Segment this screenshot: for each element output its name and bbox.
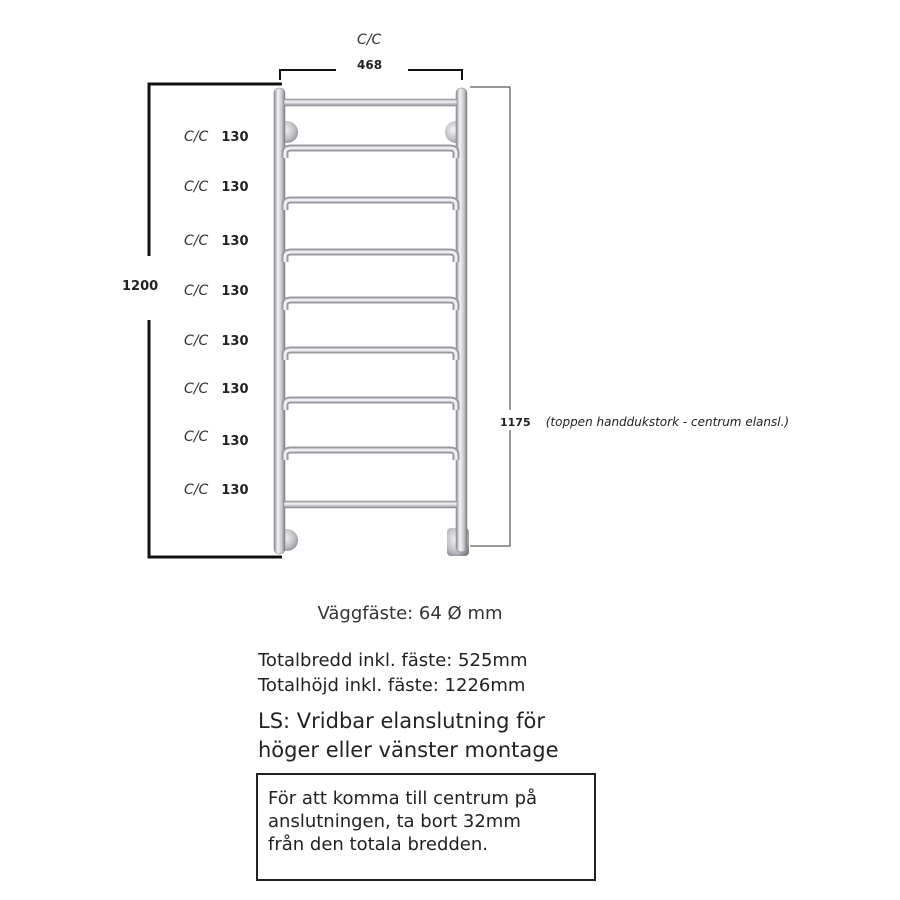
wall-mount-spec: Väggfäste: 64 Ø mm xyxy=(317,603,503,624)
spacing-cc-label: C/C xyxy=(184,333,209,349)
dimension-specs xyxy=(258,648,527,698)
rung xyxy=(285,350,456,360)
spacing-value: 130 xyxy=(221,130,249,145)
spacing-value: 130 xyxy=(221,382,249,397)
ls-spec-line: höger eller vänster montage xyxy=(258,738,559,762)
spacing-cc-label: C/C xyxy=(184,429,209,445)
right-height-label xyxy=(500,411,789,430)
spacing-value: 130 xyxy=(221,483,249,498)
rung xyxy=(285,400,456,410)
spacing-cc-label: C/C xyxy=(184,233,209,249)
total-height-value: 1200 xyxy=(122,279,159,294)
spacing-row xyxy=(184,330,249,349)
rungs xyxy=(285,148,456,460)
rung xyxy=(285,148,456,158)
spacing-cc-label: C/C xyxy=(184,179,209,195)
spacing-row xyxy=(184,479,249,498)
bottom-bar xyxy=(284,501,457,508)
spacing-row xyxy=(184,176,249,195)
spacing-row xyxy=(184,280,249,299)
info-box-line: anslutningen, ta bort 32mm xyxy=(268,811,521,832)
spacing-row xyxy=(184,426,249,449)
towel-rail xyxy=(274,88,469,556)
spacing-cc-label: C/C xyxy=(184,381,209,397)
spacing-value: 130 xyxy=(221,334,249,349)
right-height-dimension xyxy=(470,87,510,546)
top-cc-label: C/C xyxy=(357,32,382,48)
spacing-value: 130 xyxy=(221,284,249,299)
right-height-value: 1175 xyxy=(500,416,531,429)
info-box-line: För att komma till centrum på xyxy=(268,788,538,809)
ls-spec xyxy=(258,707,559,765)
spacing-value: 130 xyxy=(221,180,249,195)
spacing-cc-label: C/C xyxy=(184,129,209,145)
total-height-spec: Totalhöjd inkl. fäste: 1226mm xyxy=(258,675,526,696)
spacing-cc-label: C/C xyxy=(184,283,209,299)
spacing-row xyxy=(184,378,249,397)
spacing-value: 130 xyxy=(221,234,249,249)
rung xyxy=(285,450,456,460)
spacing-cc-label: C/C xyxy=(184,482,209,498)
rung xyxy=(285,200,456,210)
top-width-value: 468 xyxy=(357,58,383,72)
info-box xyxy=(256,773,596,881)
top-bar xyxy=(284,99,457,106)
ls-spec-line: LS: Vridbar elanslutning för xyxy=(258,709,546,733)
spacing-value: 130 xyxy=(221,434,249,449)
total-width-spec: Totalbredd inkl. fäste: 525mm xyxy=(258,650,528,671)
spacing-row xyxy=(184,126,249,145)
spacing-row xyxy=(184,230,249,249)
info-box-line: från den totala bredden. xyxy=(268,834,488,855)
rung xyxy=(285,252,456,262)
rung xyxy=(285,300,456,310)
right-height-note: (toppen handdukstork - centrum elansl.) xyxy=(545,415,790,429)
